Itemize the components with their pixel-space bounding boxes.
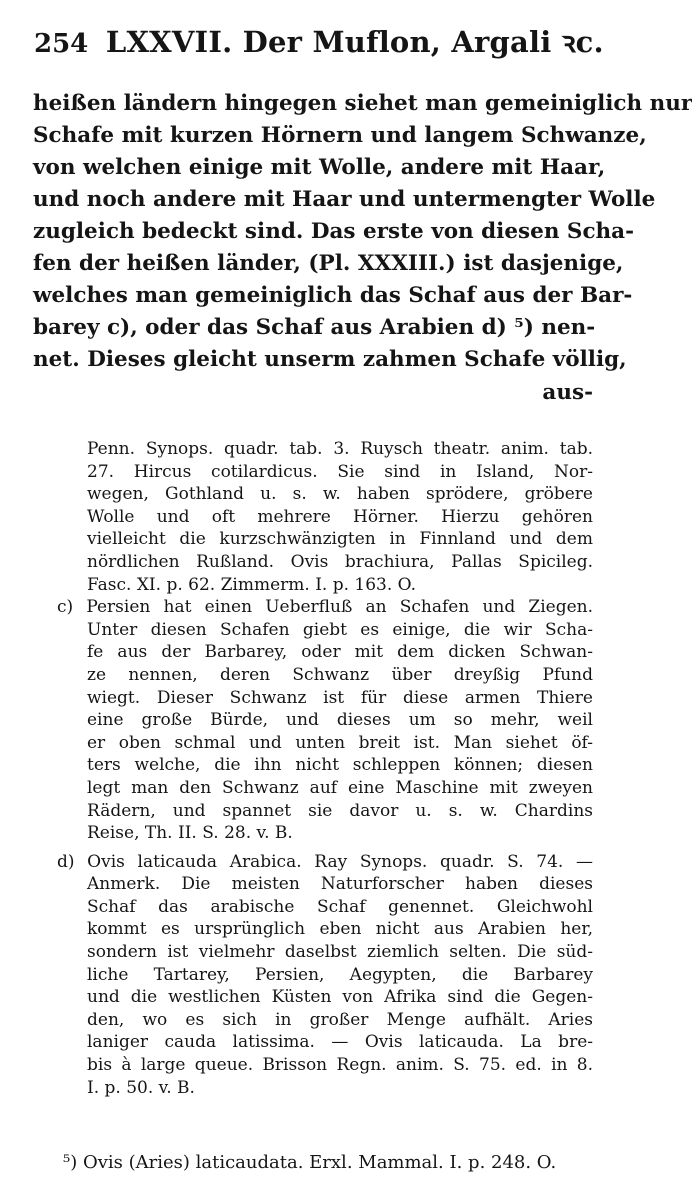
- text-line: welches man gemeiniglich das Schaf aus der Bar-: [33, 283, 633, 308]
- footnote-line: bis à large queue. Brisson Regn. anim. S. 75. ed. in 8.: [87, 1055, 593, 1076]
- running-head: [34, 22, 604, 62]
- footnote-line: Fasc. XI. p. 62. Zimmerm. I. p. 163. O.: [87, 574, 417, 595]
- main-text: [33, 88, 692, 410]
- footnote-line: Reise, Th. II. S. 28. v. B.: [87, 823, 293, 844]
- footnote-line: ters welche, die ihn nicht schleppen können; diesen: [87, 755, 593, 776]
- text-line: barey c), oder das Schaf aus Arabien d) ⁵) nen-: [33, 315, 596, 340]
- footnote-line: wiegt. Dieser Schwanz ist für diese armen Thiere: [87, 687, 593, 708]
- catchword: aus-: [542, 380, 593, 405]
- text-line: net. Dieses gleicht unserm zahmen Schafe völlig,: [33, 347, 627, 372]
- text-line: und noch andere mit Haar und untermengter Wolle: [33, 187, 656, 212]
- page-number: 254: [34, 29, 89, 59]
- text-line: heißen ländern hingegen siehet man gemeiniglich nur: [33, 91, 692, 116]
- footnote-line: Penn. Synops. quadr. tab. 3. Ruysch theatr. anim. tab.: [87, 439, 593, 459]
- chapter-title: LXXVII. Der Muflon, Argali ꝛc.: [105, 25, 604, 59]
- footnote-5: ⁵) Ovis (Aries) laticaudata. Erxl. Mammal. I. p. 248. O.: [63, 1152, 557, 1173]
- footnote-line: ze nennen, deren Schwanz über dreyßig Pfund: [87, 664, 593, 685]
- text-line: fen der heißen länder, (Pl. XXXIII.) ist dasjenige,: [33, 251, 624, 276]
- footnote-line: 27. Hircus cotilardicus. Sie sind in Island, Nor-: [87, 461, 593, 482]
- footnote-line: Schaf das arabische Schaf genennet. Gleichwohl: [87, 896, 593, 917]
- footnote-line: er oben schmal und unten breit ist. Man siehet öf-: [87, 732, 593, 753]
- footnote-line: sondern ist vielmehr daselbst ziemlich selten. Die süd-: [87, 942, 593, 963]
- footnote-line: Unter diesen Schafen giebt es einige, die wir Scha-: [87, 619, 593, 640]
- footnote-line: Wolle und oft mehrere Hörner. Hierzu gehören: [87, 506, 593, 527]
- text-line: von welchen einige mit Wolle, andere mit Haar,: [33, 155, 606, 180]
- footnotes: [33, 438, 593, 1099]
- footnote-line: Anmerk. Die meisten Naturforscher haben dieses: [87, 874, 593, 895]
- footnote-line: und die westlichen Küsten von Afrika sind die Gegen-: [87, 987, 593, 1008]
- footnote-line: legt man den Schwanz auf eine Maschine mit zweyen: [87, 777, 593, 798]
- footnote-line: laniger cauda latissima. — Ovis laticauda. La bre-: [87, 1032, 593, 1053]
- footnote-line: vielleicht die kurzschwänzigten in Finnland und dem: [87, 529, 593, 550]
- footnote-line: liche Tartarey, Persien, Aegypten, die Barbarey: [87, 964, 593, 985]
- footnote-line: wegen, Gothland u. s. w. haben sprödere, gröbere: [87, 484, 593, 505]
- footnote-line: I. p. 50. v. B.: [87, 1077, 195, 1098]
- footnote-c-first-line: c) Persien hat einen Ueberfluß an Schafen und Ziegen.: [57, 597, 593, 618]
- footnote-line: nördlichen Rußland. Ovis brachiura, Pallas Spicileg.: [87, 551, 593, 572]
- footnote-d-first-line: d) Ovis laticauda Arabica. Ray Synops. quadr. S. 74. —: [57, 851, 593, 872]
- footnote-line: eine große Bürde, und dieses um so mehr, weil: [87, 710, 593, 731]
- text-line: zugleich bedeckt sind. Das erste von diesen Scha-: [33, 219, 635, 244]
- footnote-line: den, wo es sich in großer Menge aufhält. Aries: [87, 1009, 593, 1030]
- footnote-line: kommt es ursprünglich eben nicht aus Arabien her,: [87, 919, 593, 940]
- footnote-line: Rädern, und spannet sie davor u. s. w. Chardins: [87, 800, 593, 821]
- text-line: Schafe mit kurzen Hörnern und langem Schwanze,: [33, 123, 647, 148]
- footnote-line: fe aus der Barbarey, oder mit dem dicken Schwan-: [87, 642, 593, 663]
